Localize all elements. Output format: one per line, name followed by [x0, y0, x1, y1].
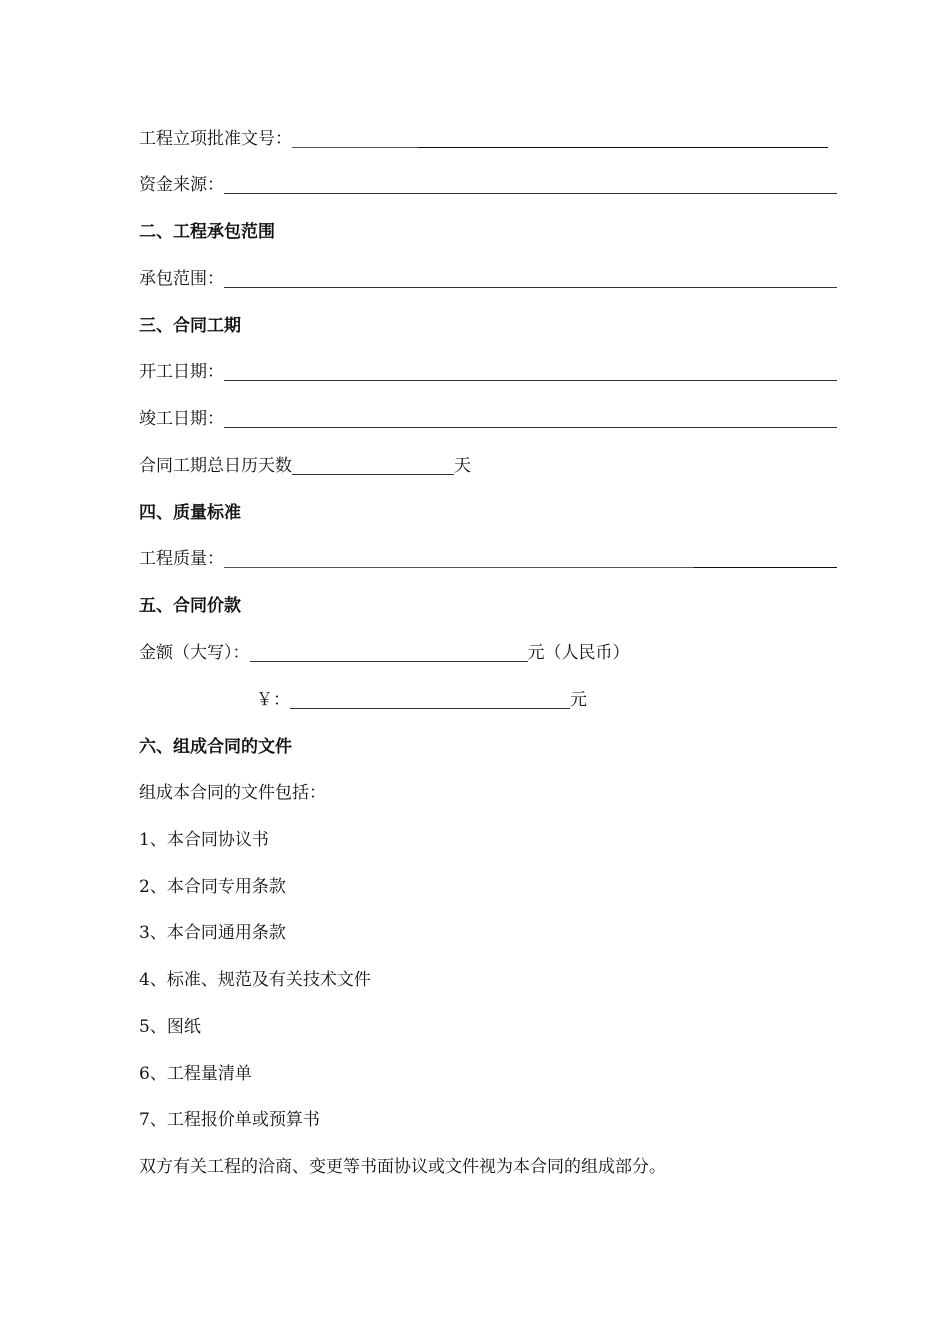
funding-source-label: 资金来源：: [139, 175, 224, 195]
amount-figures-row: [256, 687, 587, 713]
document-item: 2、本合同专用条款: [139, 877, 286, 897]
start-date-field[interactable]: [224, 362, 837, 381]
scope-row: [139, 266, 837, 292]
scope-field[interactable]: [224, 269, 837, 288]
amount-figures-field[interactable]: [290, 690, 570, 709]
total-days-row: [139, 453, 471, 479]
amount-words-field[interactable]: [250, 643, 528, 662]
document-item: 6、工程量清单: [139, 1064, 252, 1084]
amount-words-label: 金额（大写）：: [139, 643, 250, 663]
section-4-heading: 四、质量标准: [139, 503, 241, 523]
completion-date-field[interactable]: [224, 409, 837, 428]
scope-label: 承包范围：: [139, 269, 224, 289]
completion-date-label: 竣工日期：: [139, 409, 224, 429]
section-2-heading: 二、工程承包范围: [139, 222, 275, 242]
project-approval-field[interactable]: [292, 129, 828, 148]
funding-source-field[interactable]: [224, 175, 837, 194]
quality-row: [139, 546, 837, 572]
document-item: 4、标准、规范及有关技术文件: [139, 970, 371, 990]
project-approval-label: 工程立项批准文号：: [139, 129, 292, 149]
total-days-unit: 天: [454, 456, 471, 476]
document-item: 7、工程报价单或预算书: [139, 1110, 320, 1130]
project-approval-row: [139, 126, 828, 152]
documents-intro: 组成本合同的文件包括：: [139, 783, 326, 803]
section-3-heading: 三、合同工期: [139, 316, 241, 336]
document-item: 5、图纸: [139, 1017, 201, 1037]
amount-figures-label: ￥：: [256, 690, 290, 710]
document-item: 3、本合同通用条款: [139, 923, 286, 943]
funding-source-row: [139, 172, 837, 198]
section-6-heading: 六、组成合同的文件: [139, 737, 292, 757]
amount-figures-unit: 元: [570, 690, 587, 710]
start-date-label: 开工日期：: [139, 362, 224, 382]
quality-label: 工程质量：: [139, 549, 224, 569]
start-date-row: [139, 359, 837, 385]
amount-words-row: [139, 640, 630, 666]
completion-date-row: [139, 406, 837, 432]
amount-words-unit: 元（人民币）: [527, 643, 630, 663]
total-days-label: 合同工期总日历天数: [139, 456, 292, 476]
document-item: 1、本合同协议书: [139, 830, 269, 850]
documents-closing: 双方有关工程的洽商、变更等书面协议或文件视为本合同的组成部分。: [139, 1157, 666, 1177]
quality-field[interactable]: [224, 549, 837, 568]
total-days-field[interactable]: [292, 456, 454, 475]
section-5-heading: 五、合同价款: [139, 596, 241, 616]
